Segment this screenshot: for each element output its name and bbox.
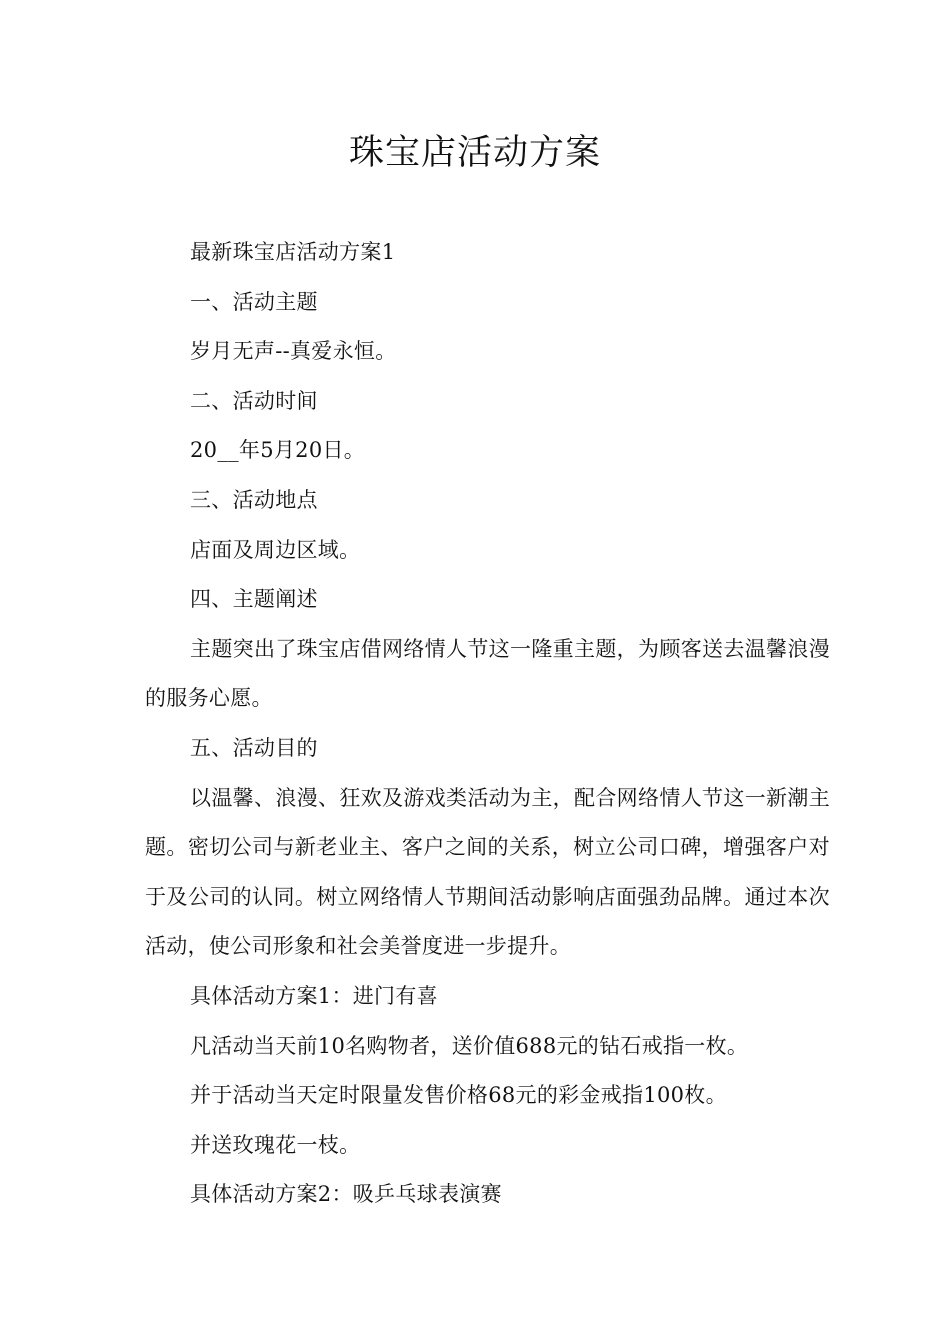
- subheading-plan-2: 具体活动方案2：吸乒乓球表演赛: [190, 1182, 502, 1207]
- section-heading-theme: 一、活动主题: [190, 289, 318, 314]
- subheading-plan-1: 具体活动方案1：进门有喜: [190, 983, 438, 1008]
- section-heading-time: 二、活动时间: [190, 388, 318, 413]
- paragraph-plan-1-offer: 凡活动当天前10名购物者，送价值688元的钻石戒指一枚。: [190, 1033, 749, 1058]
- paragraph-location: 店面及周边区域。: [190, 537, 361, 562]
- section-heading-purpose: 五、活动目的: [190, 735, 318, 760]
- section-heading-theme-description: 四、主题阐述: [190, 587, 318, 612]
- paragraph-heading-plan-1: 最新珠宝店活动方案1: [190, 240, 396, 264]
- document-title: 珠宝店活动方案: [348, 133, 601, 173]
- paragraph-theme-description: 主题突出了珠宝店借网络情人节这一隆重主题，为顾客送去温馨浪漫的服务心愿。: [145, 636, 830, 711]
- paragraph-purpose: 以温馨、浪漫、狂欢及游戏类活动为主，配合网络情人节这一新潮主题。密切公司与新老业主、客户之间的关系，树立公司口碑，增强客户对于及公司的认同。树立网络情人节期间活动影响店面强劲品牌。通过本次活动，使公司形象和社会美誉度进一步提升。: [145, 785, 830, 959]
- paragraph-theme: 岁月无声--真爱永恒。: [190, 339, 397, 364]
- paragraph-plan-1-gift: 并送玫瑰花一枝。: [190, 1132, 361, 1157]
- section-heading-location: 三、活动地点: [190, 487, 318, 512]
- paragraph-plan-1-sale: 并于活动当天定时限量发售价格68元的彩金戒指100枚。: [190, 1083, 727, 1108]
- document-body: [145, 228, 830, 1220]
- paragraph-time: 20__年5月20日。: [190, 438, 366, 463]
